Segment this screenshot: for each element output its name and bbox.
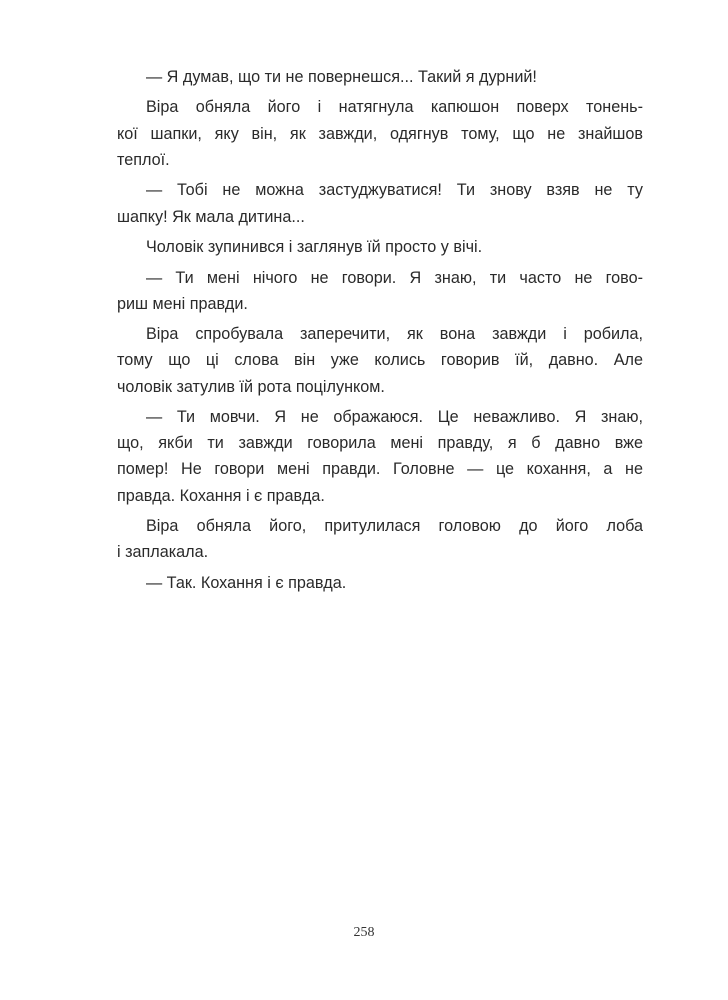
- text-line: — Ти мені нічого не говори. Я знаю, ти часто не гово-: [146, 268, 643, 287]
- text-line: шапку! Як мала дитина...: [117, 207, 305, 226]
- page-number: 258: [353, 925, 375, 940]
- text-line: правда. Кохання і є правда.: [117, 486, 325, 505]
- text-line: Віра обняла його, притулилася головою до його лоба: [146, 517, 643, 536]
- text-line: теплої.: [117, 150, 170, 169]
- text-line: тому що ці слова він уже колись говорив їй, давно. Але: [117, 351, 643, 370]
- text-line: кої шапки, яку він, як завжди, одягнув тому, що не знайшов: [117, 124, 643, 143]
- text-line: що, якби ти завжди говорила мені правду, я б давно вже: [117, 434, 643, 453]
- text-line: — Тобі не можна застуджуватися! Ти знову взяв не ту: [146, 181, 643, 200]
- text-line: — Так. Кохання і є правда.: [146, 573, 347, 592]
- text-line: Чоловік зупинився і заглянув їй просто у вічі.: [146, 238, 483, 257]
- text-line: — Ти мовчи. Я не ображаюся. Це неважливо. Я знаю,: [146, 408, 643, 427]
- text-line: чоловік затулив їй рота поцілунком.: [117, 377, 385, 396]
- text-line: помер! Не говори мені правди. Головне — це кохання, а не: [117, 460, 643, 479]
- text-line: — Я думав, що ти не повернешся... Такий я дурний!: [146, 68, 537, 86]
- text-line: риш мені правди.: [117, 294, 248, 313]
- text-line: Віра обняла його і натягнула капюшон поверх тонень-: [146, 98, 643, 117]
- body-text: [117, 64, 643, 596]
- text-line: Віра спробувала заперечити, як вона завжди і робила,: [146, 325, 643, 344]
- text-line: і заплакала.: [117, 543, 209, 562]
